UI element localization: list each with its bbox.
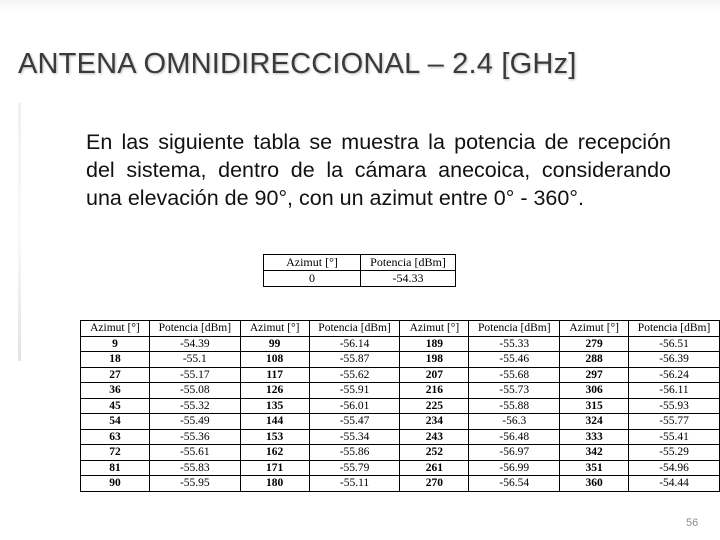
reference-cell-azimut: 0 <box>264 271 361 287</box>
cell-azimut: 108 <box>240 352 309 368</box>
cell-potencia: -55.83 <box>149 460 240 476</box>
cell-azimut: 117 <box>240 367 309 383</box>
table-row <box>81 398 720 414</box>
cell-azimut: 198 <box>400 352 469 368</box>
cell-azimut: 225 <box>400 398 469 414</box>
cell-potencia: -55.46 <box>469 352 560 368</box>
cell-azimut: 27 <box>81 367 150 383</box>
cell-azimut: 216 <box>400 383 469 399</box>
cell-potencia: -55.79 <box>309 460 400 476</box>
cell-azimut: 54 <box>81 414 150 430</box>
cell-azimut: 99 <box>240 336 309 352</box>
cell-potencia: -56.14 <box>309 336 400 352</box>
cell-potencia: -55.36 <box>149 429 240 445</box>
cell-azimut: 324 <box>560 414 629 430</box>
table-row <box>81 352 720 368</box>
reference-cell-potencia: -54.33 <box>361 271 456 287</box>
cell-potencia: -55.95 <box>149 476 240 492</box>
cell-potencia: -55.34 <box>309 429 400 445</box>
top-decoration-bar <box>0 0 720 12</box>
cell-azimut: 72 <box>81 445 150 461</box>
cell-potencia: -55.17 <box>149 367 240 383</box>
cell-azimut: 171 <box>240 460 309 476</box>
cell-azimut: 126 <box>240 383 309 399</box>
table-row <box>81 414 720 430</box>
cell-potencia: -55.1 <box>149 352 240 368</box>
reference-table-header-row <box>264 255 456 271</box>
table-row <box>81 460 720 476</box>
cell-azimut: 18 <box>81 352 150 368</box>
cell-azimut: 81 <box>81 460 150 476</box>
cell-azimut: 135 <box>240 398 309 414</box>
cell-potencia: -56.97 <box>469 445 560 461</box>
cell-potencia: -56.39 <box>629 352 720 368</box>
cell-potencia: -55.62 <box>309 367 400 383</box>
cell-azimut: 63 <box>81 429 150 445</box>
cell-potencia: -55.49 <box>149 414 240 430</box>
cell-azimut: 153 <box>240 429 309 445</box>
measurements-header-row <box>81 321 720 337</box>
header-potencia: Potencia [dBm] <box>149 321 240 337</box>
cell-potencia: -56.24 <box>629 367 720 383</box>
cell-azimut: 342 <box>560 445 629 461</box>
cell-azimut: 270 <box>400 476 469 492</box>
cell-azimut: 252 <box>400 445 469 461</box>
measurements-table <box>80 320 720 492</box>
cell-azimut: 207 <box>400 367 469 383</box>
cell-potencia: -55.41 <box>629 429 720 445</box>
cell-azimut: 288 <box>560 352 629 368</box>
left-accent-rule <box>18 103 21 361</box>
cell-potencia: -55.91 <box>309 383 400 399</box>
cell-azimut: 90 <box>81 476 150 492</box>
cell-azimut: 189 <box>400 336 469 352</box>
cell-potencia: -56.11 <box>629 383 720 399</box>
cell-potencia: -55.73 <box>469 383 560 399</box>
table-row <box>81 429 720 445</box>
cell-potencia: -55.29 <box>629 445 720 461</box>
table-row <box>81 336 720 352</box>
cell-azimut: 360 <box>560 476 629 492</box>
cell-potencia: -56.01 <box>309 398 400 414</box>
cell-azimut: 180 <box>240 476 309 492</box>
header-azimut: Azimut [°] <box>400 321 469 337</box>
cell-potencia: -56.99 <box>469 460 560 476</box>
cell-azimut: 243 <box>400 429 469 445</box>
cell-azimut: 261 <box>400 460 469 476</box>
header-potencia: Potencia [dBm] <box>629 321 720 337</box>
cell-potencia: -56.51 <box>629 336 720 352</box>
cell-potencia: -55.61 <box>149 445 240 461</box>
cell-potencia: -55.87 <box>309 352 400 368</box>
cell-potencia: -56.48 <box>469 429 560 445</box>
cell-azimut: 234 <box>400 414 469 430</box>
cell-potencia: -56.54 <box>469 476 560 492</box>
cell-azimut: 279 <box>560 336 629 352</box>
table-row <box>81 445 720 461</box>
header-azimut: Azimut [°] <box>240 321 309 337</box>
cell-azimut: 351 <box>560 460 629 476</box>
header-potencia: Potencia [dBm] <box>309 321 400 337</box>
reference-header-azimut: Azimut [°] <box>264 255 361 271</box>
cell-azimut: 9 <box>81 336 150 352</box>
header-azimut: Azimut [°] <box>81 321 150 337</box>
reference-table <box>263 254 456 287</box>
cell-potencia: -55.93 <box>629 398 720 414</box>
cell-potencia: -55.47 <box>309 414 400 430</box>
cell-potencia: -55.33 <box>469 336 560 352</box>
cell-azimut: 333 <box>560 429 629 445</box>
table-row <box>81 383 720 399</box>
cell-azimut: 45 <box>81 398 150 414</box>
reference-table-row <box>264 271 456 287</box>
slide-title: ANTENA OMNIDIRECCIONAL – 2.4 [GHz] <box>18 48 577 80</box>
cell-azimut: 315 <box>560 398 629 414</box>
cell-potencia: -55.08 <box>149 383 240 399</box>
cell-azimut: 144 <box>240 414 309 430</box>
cell-potencia: -56.3 <box>469 414 560 430</box>
header-potencia: Potencia [dBm] <box>469 321 560 337</box>
reference-header-potencia: Potencia [dBm] <box>361 255 456 271</box>
cell-potencia: -55.86 <box>309 445 400 461</box>
cell-azimut: 297 <box>560 367 629 383</box>
cell-potencia: -55.68 <box>469 367 560 383</box>
cell-potencia: -54.44 <box>629 476 720 492</box>
header-azimut: Azimut [°] <box>560 321 629 337</box>
cell-azimut: 306 <box>560 383 629 399</box>
page-number: 56 <box>686 517 699 529</box>
cell-potencia: -54.39 <box>149 336 240 352</box>
table-row <box>81 367 720 383</box>
cell-azimut: 162 <box>240 445 309 461</box>
cell-potencia: -55.11 <box>309 476 400 492</box>
body-paragraph: En las siguiente tabla se muestra la potencia de recepción del sistema, dentro de la cámara anecoica, considerando una elevación de 90°, con un azimut entre 0° - 360°. <box>86 130 671 210</box>
cell-potencia: -55.88 <box>469 398 560 414</box>
cell-azimut: 36 <box>81 383 150 399</box>
cell-potencia: -55.32 <box>149 398 240 414</box>
table-row <box>81 476 720 492</box>
cell-potencia: -54.96 <box>629 460 720 476</box>
cell-potencia: -55.77 <box>629 414 720 430</box>
